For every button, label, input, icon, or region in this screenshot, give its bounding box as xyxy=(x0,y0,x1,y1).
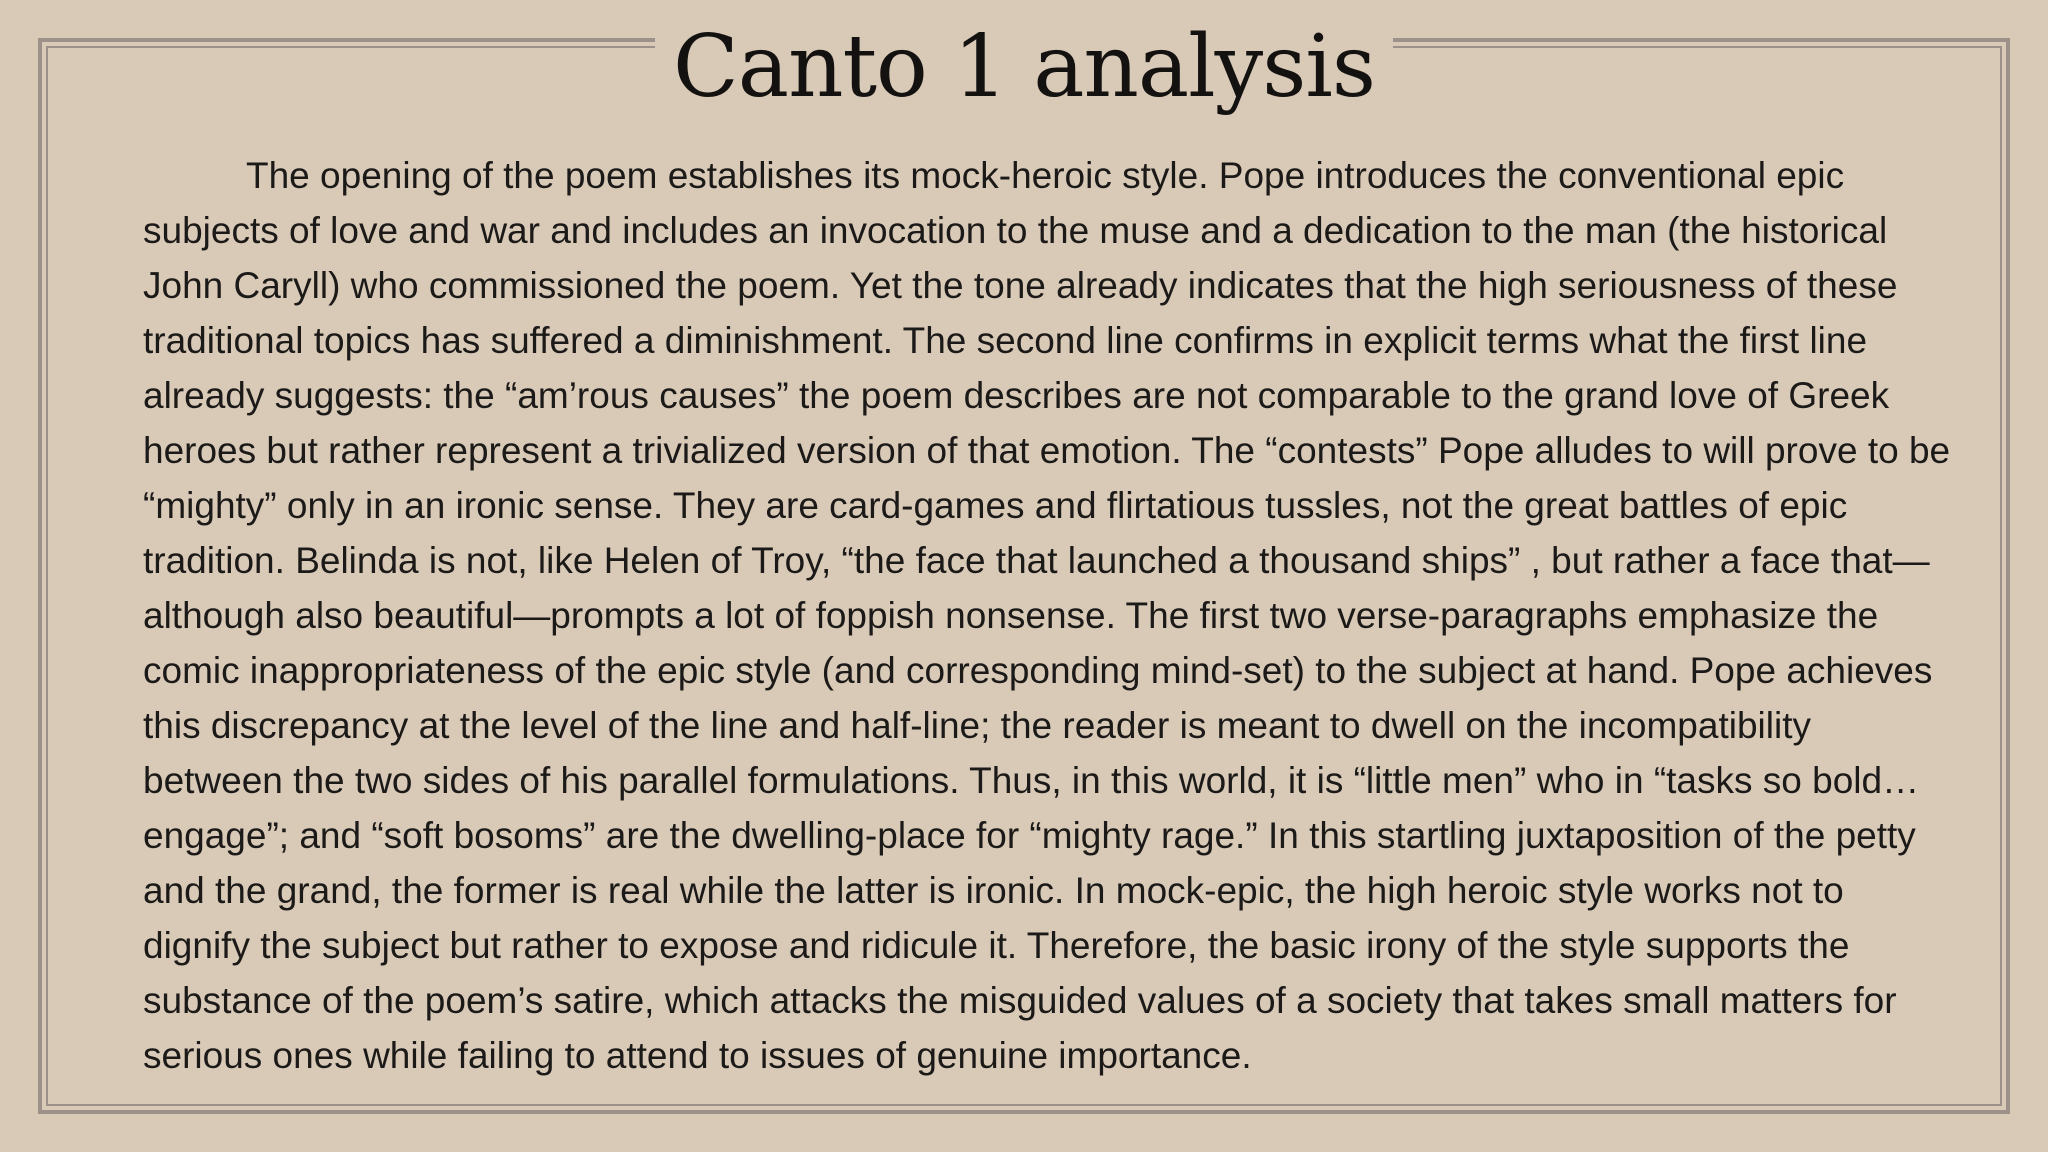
slide-body-paragraph: The opening of the poem establishes its mock-heroic style. Pope introduces the conventional epic subjects of love and war and includes an invocation to the muse and a dedication to the man (the historical John Caryll) who commissioned the poem. Yet the tone already indicates that the high seriousness of these traditional topics has suffered a diminishment. The second line confirms in explicit terms what the first line already suggests: the “am’rous causes” the poem describes are not comparable to the grand love of Greek heroes but rather represent a trivialized version of that emotion. The “contests” Pope alludes to will prove to be “mighty” only in an ironic sense. They are card-games and flirtatious tussles, not the great battles of epic tradition. Belinda is not, like Helen of Troy, “the face that launched a thousand ships” , but rather a face that—although also beautiful—prompts a lot of foppish nonsense. The first two verse-paragraphs emphasize the comic inappropriateness of the epic style (and corresponding mind-set) to the subject at hand. Pope achieves this discrepancy at the level of the line and half-line; the reader is meant to dwell on the incompatibility between the two sides of his parallel formulations. Thus, in this world, it is “little men” who in “tasks so bold… engage”; and “soft bosoms” are the dwelling-place for “mighty rage.” In this startling juxtaposition of the petty and the grand, the former is real while the latter is ironic. In mock-epic, the high heroic style works not to dignify the subject but rather to expose and ridicule it. Therefore, the basic irony of the style supports the substance of the poem’s satire, which attacks the misguided values of a society that takes small matters for serious ones while failing to attend to issues of genuine importance. xyxy=(143,155,1951,1076)
slide-title-text: Canto 1 analysis xyxy=(655,17,1393,117)
slide-title xyxy=(0,18,2048,117)
